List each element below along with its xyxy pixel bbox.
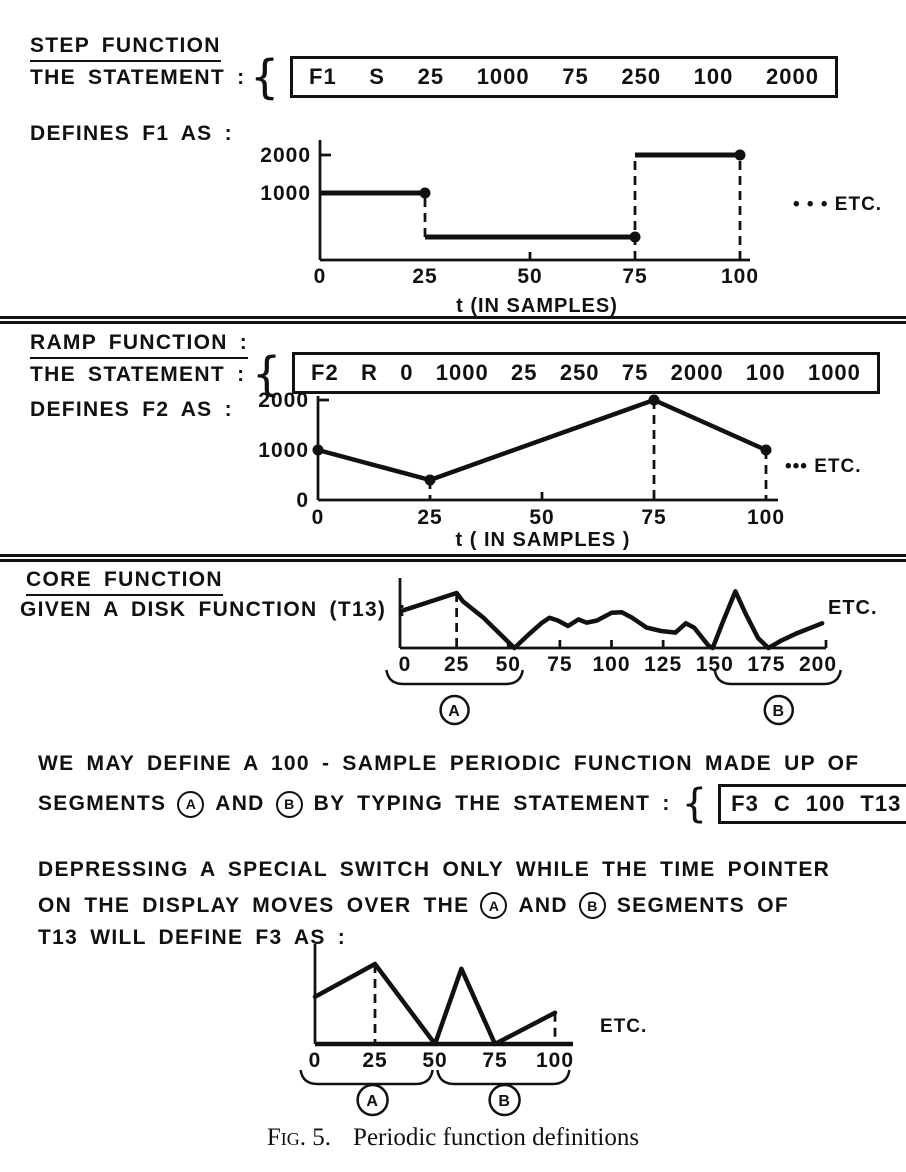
statement-token: 25 (417, 64, 445, 89)
f3-statement-brace: { (681, 781, 708, 827)
core-given-label: GIVEN A DISK FUNCTION (T13) : (20, 598, 407, 621)
svg-text:t (IN SAMPLES): t (IN SAMPLES) (456, 295, 618, 317)
svg-text:50: 50 (495, 653, 521, 676)
statement-token: C (773, 791, 791, 816)
statement-token: 250 (621, 64, 662, 89)
step-statement-brace: { (250, 50, 280, 104)
core-section-title: CORE FUNCTION (26, 568, 223, 596)
figure-caption-label: Fig. 5. (266, 1124, 332, 1151)
statement-token: 75 (562, 64, 589, 89)
svg-text:A: A (448, 703, 461, 720)
svg-text:ETC.: ETC. (828, 597, 878, 619)
svg-text:175: 175 (747, 653, 786, 676)
svg-text:0: 0 (398, 653, 412, 676)
statement-token: S (369, 64, 385, 89)
paragraph-text: SEGMENTS (38, 792, 167, 815)
svg-text:25: 25 (412, 265, 438, 288)
statement-token: 25 (511, 360, 538, 385)
ramp-defines-label: DEFINES F2 AS : (30, 398, 233, 421)
svg-text:100: 100 (720, 265, 760, 288)
circled-b-label: B (579, 892, 606, 919)
statement-token: R (361, 360, 378, 385)
statement-token: 2000 (670, 360, 724, 385)
paragraph-text: AND (215, 792, 265, 815)
svg-text:t ( IN SAMPLES ): t ( IN SAMPLES ) (455, 529, 631, 551)
f1-step-plot (245, 130, 906, 320)
periodic-paragraph-line2 (38, 781, 906, 827)
svg-text:B: B (772, 703, 786, 720)
paragraph-text: SEGMENTS OF (616, 893, 790, 917)
svg-text:125: 125 (644, 653, 683, 676)
statement-token: T13 (860, 791, 902, 816)
svg-text:0: 0 (313, 265, 327, 288)
svg-text:150: 150 (695, 653, 734, 676)
svg-text:2000: 2000 (260, 144, 311, 167)
statement-token: 2000 (766, 64, 819, 89)
svg-text:50: 50 (422, 1049, 448, 1072)
ramp-statement-brace: { (252, 347, 282, 401)
statement-token: 0 (400, 360, 414, 385)
svg-text:••• ETC.: ••• ETC. (785, 456, 862, 477)
periodic-paragraph-line1: WE MAY DEFINE A 100 - SAMPLE PERIODIC FUNCTION MADE UP OF (38, 752, 860, 775)
statement-token: 1000 (807, 360, 861, 385)
paragraph-text: BY TYPING THE STATEMENT : (313, 792, 671, 815)
svg-text:75: 75 (622, 265, 648, 288)
step-statement-box (290, 56, 838, 98)
figure-caption-text: Periodic function definitions (353, 1124, 640, 1151)
statement-token: 100 (805, 791, 846, 816)
svg-text:25: 25 (417, 506, 443, 529)
circled-b-label: B (276, 791, 303, 818)
statement-token: 75 (621, 360, 649, 385)
svg-text:A: A (366, 1093, 379, 1110)
svg-text:25: 25 (362, 1049, 388, 1072)
switch-paragraph-line3: T13 WILL DEFINE F3 AS : (38, 926, 347, 949)
svg-text:2000: 2000 (258, 389, 309, 412)
statement-token: 1000 (435, 360, 489, 385)
periodic-line2-text (38, 791, 671, 818)
switch-paragraph-line2 (38, 892, 789, 919)
f3-statement-box (718, 784, 906, 824)
statement-token: F3 (731, 791, 759, 816)
svg-text:1000: 1000 (260, 182, 311, 205)
svg-text:100: 100 (746, 506, 786, 529)
svg-text:50: 50 (517, 265, 543, 288)
paragraph-text: ON THE DISPLAY MOVES OVER THE (38, 893, 470, 917)
paragraph-text: AND (518, 893, 568, 917)
section-divider (0, 554, 906, 562)
step-statement-label: THE STATEMENT : (30, 66, 246, 89)
step-section-title: STEP FUNCTION (30, 34, 221, 62)
svg-text:• • • ETC.: • • • ETC. (793, 194, 883, 215)
svg-text:200: 200 (798, 653, 838, 676)
statement-token: 100 (693, 64, 734, 89)
svg-text:B: B (498, 1093, 511, 1110)
ramp-statement-label: THE STATEMENT : (30, 363, 246, 386)
svg-text:100: 100 (592, 653, 631, 676)
t13-core-plot (378, 572, 906, 737)
switch-paragraph-line1: DEPRESSING A SPECIAL SWITCH ONLY WHILE THE TIME POINTER (38, 858, 831, 881)
svg-text:0: 0 (311, 506, 325, 529)
circled-a-label: A (177, 791, 204, 818)
figure-caption (0, 1124, 906, 1152)
section-divider (0, 316, 906, 324)
svg-text:ETC.: ETC. (600, 1016, 648, 1037)
svg-text:100: 100 (535, 1049, 575, 1072)
f2-ramp-plot (245, 388, 906, 552)
statement-token: 250 (559, 360, 600, 385)
statement-token: F1 (309, 64, 337, 89)
statement-token: F2 (311, 360, 339, 385)
svg-text:25: 25 (443, 653, 470, 676)
statement-token: 1000 (476, 64, 530, 89)
svg-text:50: 50 (529, 506, 555, 529)
svg-text:0: 0 (296, 489, 309, 512)
ramp-section-title: RAMP FUNCTION : (30, 331, 248, 359)
svg-text:75: 75 (641, 506, 667, 529)
statement-token: 100 (745, 360, 786, 385)
svg-text:75: 75 (547, 653, 573, 676)
svg-text:0: 0 (308, 1049, 322, 1072)
f3-periodic-plot (278, 938, 688, 1138)
circled-a-label: A (480, 892, 507, 919)
svg-text:1000: 1000 (258, 439, 309, 462)
svg-text:75: 75 (482, 1049, 508, 1072)
step-defines-label: DEFINES F1 AS : (30, 122, 233, 145)
